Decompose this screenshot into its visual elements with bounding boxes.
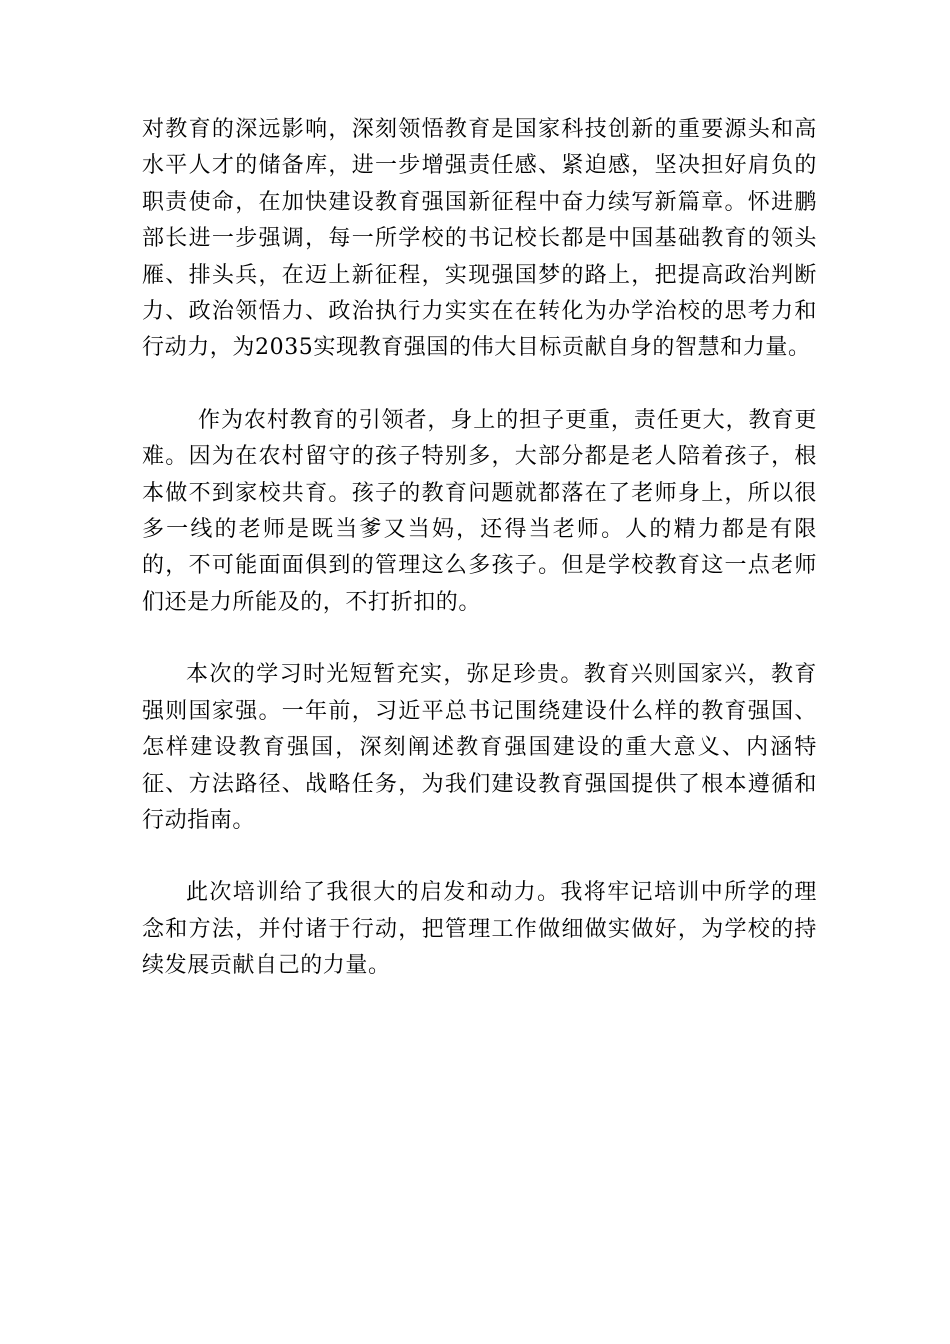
document-body <box>142 112 817 985</box>
paragraph-2: 作为农村教育的引领者，身上的担子更重，责任更大，教育更难。因为在农村留守的孩子特别多，大部分都是老人陪着孩子，根本做不到家校共育。孩子的教育问题就都落在了老师身上，所以很多一线的老师是既当爹又当妈，还得当老师。人的精力都是有限的，不可能面面俱到的管理这么多孩子。但是学校教育这一点老师们还是力所能及的，不打折扣的。 <box>142 407 817 615</box>
paragraph-3: 本次的学习时光短暂充实，弥足珍贵。教育兴则国家兴，教育强则国家强。一年前，习近平总书记围绕建设什么样的教育强国、怎样建设教育强国，深刻阐述教育强国建设的重大意义、内涵特征、方法路径、战略任务，为我们建设教育强国提供了根本遵循和行动指南。 <box>142 662 817 833</box>
paragraph-1: 对教育的深远影响，深刻领悟教育是国家科技创新的重要源头和高水平人才的储备库，进一步增强责任感、紧迫感，坚决担好肩负的职责使命，在加快建设教育强国新征程中奋力续写新篇章。怀进鹏部长进一步强调，每一所学校的书记校长都是中国基础教育的领头雁、排头兵，在迈上新征程，实现强国梦的路上，把提高政治判断力、政治领悟力、政治执行力实实在在转化为办学治校的思考力和行动力，为2035实现教育强国的伟大目标贡献自身的智慧和力量。 <box>142 117 817 361</box>
paragraph-4: 此次培训给了我很大的启发和动力。我将牢记培训中所学的理念和方法，并付诸于行动，把管理工作做细做实做好，为学校的持续发展贡献自己的力量。 <box>142 880 817 979</box>
